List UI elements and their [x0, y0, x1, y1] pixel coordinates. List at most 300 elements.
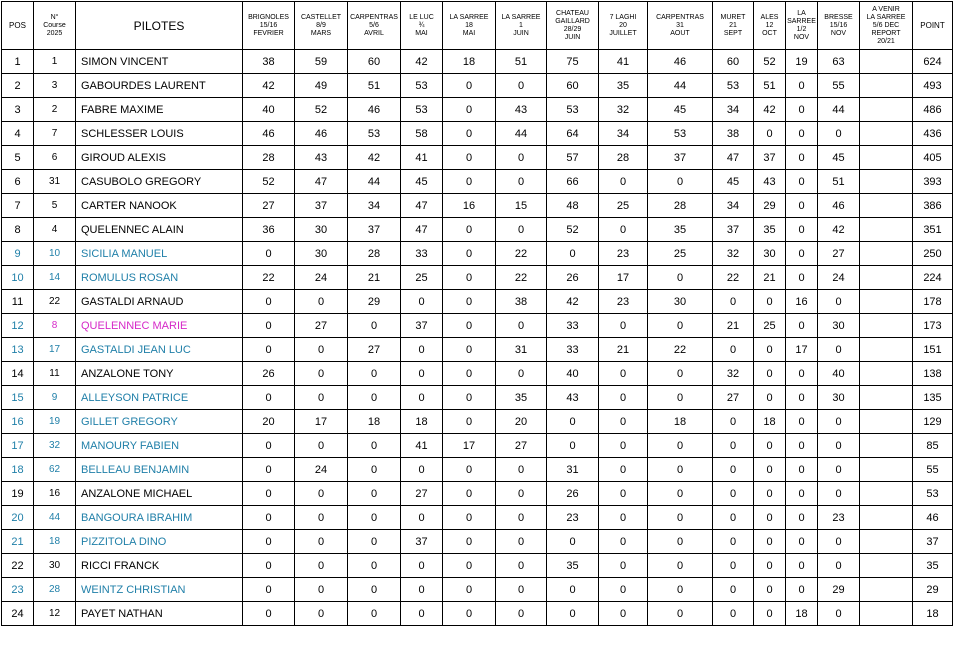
score-cell: 0 [648, 266, 713, 290]
score-cell: 42 [754, 98, 786, 122]
score-cell: 47 [295, 170, 348, 194]
score-cell: 0 [443, 338, 496, 362]
pilot-name-cell: MANOURY FABIEN [76, 434, 243, 458]
header-line: JUIN [564, 33, 581, 41]
score-cell: 44 [648, 74, 713, 98]
pilot-name-cell: BELLEAU BENJAMIN [76, 458, 243, 482]
score-cell: 0 [599, 602, 648, 626]
score-cell: 0 [754, 602, 786, 626]
score-cell [860, 578, 913, 602]
score-cell: 32 [713, 242, 754, 266]
score-cell: 53 [547, 98, 599, 122]
score-cell: 0 [496, 602, 547, 626]
score-cell: 0 [443, 266, 496, 290]
score-cell: 46 [243, 122, 295, 146]
score-cell: 0 [599, 410, 648, 434]
score-cell: 0 [754, 338, 786, 362]
position-cell: 6 [2, 170, 34, 194]
total-points-cell: 224 [913, 266, 953, 290]
total-points-cell: 135 [913, 386, 953, 410]
score-cell: 0 [754, 482, 786, 506]
pilotes-header: PILOTES [76, 2, 243, 50]
score-cell: 51 [818, 170, 860, 194]
score-cell: 0 [786, 98, 818, 122]
race-number-cell: 8 [34, 314, 76, 338]
score-cell: 0 [786, 122, 818, 146]
pilot-name-cell: QUELENNEC ALAIN [76, 218, 243, 242]
score-cell: 57 [547, 146, 599, 170]
race-number-cell: 62 [34, 458, 76, 482]
score-cell: 26 [547, 482, 599, 506]
score-cell: 0 [713, 338, 754, 362]
score-cell: 0 [599, 530, 648, 554]
score-cell [860, 458, 913, 482]
race-number-cell: 5 [34, 194, 76, 218]
race-number-cell: 22 [34, 290, 76, 314]
score-cell: 0 [243, 482, 295, 506]
score-cell: 0 [648, 170, 713, 194]
position-cell: 13 [2, 338, 34, 362]
score-cell: 0 [786, 170, 818, 194]
score-cell [860, 530, 913, 554]
score-cell: 0 [295, 482, 348, 506]
score-cell: 0 [243, 434, 295, 458]
table-row [2, 98, 953, 122]
score-cell: 46 [818, 194, 860, 218]
table-row [2, 458, 953, 482]
score-cell: 30 [648, 290, 713, 314]
score-cell: 0 [401, 458, 443, 482]
header-line: 2025 [46, 29, 63, 37]
score-cell [860, 386, 913, 410]
header-line: AOUT [670, 29, 690, 37]
position-cell: 24 [2, 602, 34, 626]
position-cell: 8 [2, 218, 34, 242]
score-cell: 31 [496, 338, 547, 362]
race-number-cell: 16 [34, 482, 76, 506]
score-cell: 0 [754, 122, 786, 146]
score-cell: 20 [243, 410, 295, 434]
pilot-name-cell: ROMULUS ROSAN [76, 266, 243, 290]
header-line: SARREE [787, 17, 816, 25]
race-number-cell: 32 [34, 434, 76, 458]
score-cell: 43 [496, 98, 547, 122]
header-line: 12 [765, 21, 774, 29]
score-cell: 18 [443, 50, 496, 74]
score-cell: 0 [496, 146, 547, 170]
score-cell: 27 [243, 194, 295, 218]
race-number-cell: 18 [34, 530, 76, 554]
pilot-name-cell: GABOURDES LAURENT [76, 74, 243, 98]
score-cell [860, 506, 913, 530]
score-cell: 0 [243, 314, 295, 338]
score-cell: 16 [786, 290, 818, 314]
score-cell [860, 242, 913, 266]
table-row [2, 410, 953, 434]
score-cell: 25 [599, 194, 648, 218]
score-cell: 17 [599, 266, 648, 290]
score-cell: 22 [496, 242, 547, 266]
pilot-name-cell: ANZALONE MICHAEL [76, 482, 243, 506]
score-cell: 0 [443, 314, 496, 338]
table-row [2, 194, 953, 218]
score-cell: 0 [295, 506, 348, 530]
score-cell: 0 [443, 506, 496, 530]
position-cell: 21 [2, 530, 34, 554]
header-line: MARS [310, 29, 332, 37]
score-cell: 0 [786, 482, 818, 506]
score-cell: 0 [401, 602, 443, 626]
pilot-name-cell: SCHLESSER LOUIS [76, 122, 243, 146]
score-cell: 46 [648, 50, 713, 74]
table-row [2, 146, 953, 170]
score-cell: 0 [754, 554, 786, 578]
standings-body [2, 50, 953, 626]
position-cell: 1 [2, 50, 34, 74]
score-cell: 0 [754, 530, 786, 554]
score-cell: 51 [348, 74, 401, 98]
race-number-cell: 9 [34, 386, 76, 410]
score-cell: 0 [496, 74, 547, 98]
pilot-name-cell: SIMON VINCENT [76, 50, 243, 74]
score-cell: 27 [401, 482, 443, 506]
total-points-cell: 173 [913, 314, 953, 338]
position-cell: 2 [2, 74, 34, 98]
score-cell: 0 [754, 458, 786, 482]
position-cell: 9 [2, 242, 34, 266]
race-number-cell: 6 [34, 146, 76, 170]
race-header [243, 2, 295, 50]
score-cell: 0 [496, 314, 547, 338]
score-cell: 0 [443, 602, 496, 626]
score-cell: 0 [443, 554, 496, 578]
score-cell: 0 [348, 578, 401, 602]
score-cell: 40 [547, 362, 599, 386]
score-cell: 0 [648, 482, 713, 506]
score-cell: 0 [786, 194, 818, 218]
race-number-cell: 14 [34, 266, 76, 290]
score-cell: 0 [243, 458, 295, 482]
score-cell: 30 [818, 314, 860, 338]
total-points-cell: 46 [913, 506, 953, 530]
pilot-name-cell: GILLET GREGORY [76, 410, 243, 434]
score-cell [860, 194, 913, 218]
score-cell: 31 [547, 458, 599, 482]
pilot-name-cell: GIROUD ALEXIS [76, 146, 243, 170]
pilot-name-cell: ANZALONE TONY [76, 362, 243, 386]
position-cell: 5 [2, 146, 34, 170]
pilot-name-cell: CARTER NANOOK [76, 194, 243, 218]
race-number-cell: 2 [34, 98, 76, 122]
score-cell: 18 [754, 410, 786, 434]
score-cell: 19 [786, 50, 818, 74]
score-cell: 0 [818, 530, 860, 554]
score-cell [860, 146, 913, 170]
header-line: CASTELLET [300, 13, 342, 21]
header-line: LA [797, 9, 806, 17]
race-number-cell: 3 [34, 74, 76, 98]
race-number-cell: 28 [34, 578, 76, 602]
score-cell: 22 [496, 266, 547, 290]
pilot-name-cell: CASUBOLO GREGORY [76, 170, 243, 194]
position-cell: 17 [2, 434, 34, 458]
pos-header: POS [2, 2, 34, 50]
table-row [2, 386, 953, 410]
score-cell: 0 [713, 290, 754, 314]
score-cell: 29 [818, 578, 860, 602]
score-cell: 0 [348, 314, 401, 338]
score-cell: 0 [443, 170, 496, 194]
race-number-cell: 17 [34, 338, 76, 362]
num-header [34, 2, 76, 50]
score-cell: 30 [818, 386, 860, 410]
score-cell: 0 [599, 506, 648, 530]
score-cell: 60 [713, 50, 754, 74]
total-points-cell: 250 [913, 242, 953, 266]
race-header [860, 2, 913, 50]
header-line: REPORT [871, 29, 901, 37]
score-cell: 0 [786, 266, 818, 290]
score-cell: 37 [348, 218, 401, 242]
header-line: 7 LAGHI [609, 13, 637, 21]
score-cell: 37 [754, 146, 786, 170]
score-cell: 21 [713, 314, 754, 338]
score-cell: 0 [348, 530, 401, 554]
total-points-cell: 138 [913, 362, 953, 386]
score-cell: 42 [243, 74, 295, 98]
score-cell: 51 [496, 50, 547, 74]
score-cell: 0 [295, 554, 348, 578]
header-line: OCT [762, 29, 777, 37]
header-line: 28/29 [563, 25, 582, 33]
score-cell: 23 [547, 506, 599, 530]
race-number-cell: 4 [34, 218, 76, 242]
header-line: ¾ [418, 21, 425, 29]
score-cell: 17 [786, 338, 818, 362]
score-cell: 47 [713, 146, 754, 170]
position-cell: 16 [2, 410, 34, 434]
score-cell: 0 [648, 506, 713, 530]
total-points-cell: 351 [913, 218, 953, 242]
score-cell [860, 170, 913, 194]
score-cell: 0 [243, 386, 295, 410]
score-cell: 0 [443, 122, 496, 146]
score-cell: 63 [818, 50, 860, 74]
score-cell: 0 [713, 434, 754, 458]
pilot-name-cell: WEINTZ CHRISTIAN [76, 578, 243, 602]
pilot-name-cell: PAYET NATHAN [76, 602, 243, 626]
score-cell: 24 [295, 458, 348, 482]
score-cell: 32 [599, 98, 648, 122]
score-cell: 18 [348, 410, 401, 434]
score-cell: 17 [295, 410, 348, 434]
score-cell: 17 [443, 434, 496, 458]
pilot-name-cell: PIZZITOLA DINO [76, 530, 243, 554]
score-cell: 0 [648, 554, 713, 578]
score-cell: 0 [713, 482, 754, 506]
score-cell: 0 [713, 530, 754, 554]
score-cell: 0 [295, 434, 348, 458]
score-cell: 27 [713, 386, 754, 410]
total-points-cell: 35 [913, 554, 953, 578]
score-cell: 42 [348, 146, 401, 170]
header-line: MAI [462, 29, 476, 37]
score-cell: 44 [348, 170, 401, 194]
race-header [443, 2, 496, 50]
score-cell: 0 [348, 602, 401, 626]
score-cell: 30 [295, 242, 348, 266]
score-cell: 29 [348, 290, 401, 314]
score-cell [860, 554, 913, 578]
score-cell: 28 [599, 146, 648, 170]
score-cell: 0 [295, 530, 348, 554]
table-row [2, 602, 953, 626]
header-line: BRESSE [824, 13, 853, 21]
score-cell: 0 [243, 338, 295, 362]
race-header [295, 2, 348, 50]
score-cell: 0 [786, 530, 818, 554]
table-row [2, 74, 953, 98]
score-cell: 0 [786, 74, 818, 98]
score-cell: 25 [754, 314, 786, 338]
score-cell: 43 [547, 386, 599, 410]
score-cell: 0 [348, 434, 401, 458]
table-row [2, 482, 953, 506]
score-cell: 0 [443, 482, 496, 506]
score-cell: 0 [443, 386, 496, 410]
score-cell: 28 [648, 194, 713, 218]
score-cell: 0 [443, 242, 496, 266]
total-points-cell: 85 [913, 434, 953, 458]
score-cell: 0 [443, 74, 496, 98]
score-cell: 0 [713, 410, 754, 434]
score-cell: 0 [786, 314, 818, 338]
score-cell: 27 [348, 338, 401, 362]
pilot-name-cell: BANGOURA IBRAHIM [76, 506, 243, 530]
score-cell: 0 [818, 434, 860, 458]
score-cell: 45 [818, 146, 860, 170]
score-cell: 25 [648, 242, 713, 266]
score-cell: 21 [599, 338, 648, 362]
score-cell: 0 [401, 578, 443, 602]
score-cell: 0 [818, 338, 860, 362]
score-cell: 0 [496, 530, 547, 554]
score-cell: 33 [547, 338, 599, 362]
score-cell: 37 [401, 530, 443, 554]
score-cell: 21 [754, 266, 786, 290]
score-cell: 0 [443, 458, 496, 482]
total-points-cell: 393 [913, 170, 953, 194]
header-line: 5/6 [369, 21, 379, 29]
race-header [547, 2, 599, 50]
score-cell: 0 [754, 506, 786, 530]
race-number-cell: 31 [34, 170, 76, 194]
score-cell: 0 [443, 578, 496, 602]
score-cell: 0 [348, 458, 401, 482]
score-cell: 0 [713, 458, 754, 482]
position-cell: 15 [2, 386, 34, 410]
score-cell: 0 [786, 506, 818, 530]
score-cell: 16 [443, 194, 496, 218]
score-cell: 64 [547, 122, 599, 146]
total-points-cell: 493 [913, 74, 953, 98]
score-cell: 18 [401, 410, 443, 434]
score-cell: 75 [547, 50, 599, 74]
race-header [648, 2, 713, 50]
score-cell: 0 [401, 554, 443, 578]
score-cell: 47 [401, 218, 443, 242]
header-line: CARPENTRAS [656, 13, 704, 21]
score-cell: 0 [599, 314, 648, 338]
score-cell [860, 602, 913, 626]
table-row [2, 338, 953, 362]
score-cell: 0 [401, 362, 443, 386]
score-cell: 0 [648, 314, 713, 338]
score-cell: 0 [786, 458, 818, 482]
header-row [2, 2, 953, 50]
position-cell: 10 [2, 266, 34, 290]
score-cell [860, 434, 913, 458]
table-row [2, 554, 953, 578]
score-cell: 0 [295, 362, 348, 386]
score-cell: 41 [401, 434, 443, 458]
score-cell: 0 [648, 602, 713, 626]
header-line: 20 [619, 21, 627, 29]
table-row [2, 530, 953, 554]
score-cell: 26 [547, 266, 599, 290]
score-cell: 0 [443, 218, 496, 242]
score-cell [860, 410, 913, 434]
score-cell: 0 [786, 362, 818, 386]
score-cell: 0 [496, 458, 547, 482]
header-line: CARPENTRAS [350, 13, 398, 21]
table-row [2, 362, 953, 386]
score-cell: 42 [818, 218, 860, 242]
score-cell: 0 [786, 554, 818, 578]
score-cell: 49 [295, 74, 348, 98]
total-points-cell: 486 [913, 98, 953, 122]
score-cell: 0 [786, 146, 818, 170]
race-header [713, 2, 754, 50]
race-number-cell: 30 [34, 554, 76, 578]
total-points-cell: 436 [913, 122, 953, 146]
score-cell: 35 [754, 218, 786, 242]
score-cell: 0 [713, 506, 754, 530]
score-cell: 0 [295, 338, 348, 362]
score-cell: 59 [295, 50, 348, 74]
score-cell: 23 [599, 290, 648, 314]
score-cell: 23 [818, 506, 860, 530]
header-line: FEVRIER [253, 29, 284, 37]
header-line: AVRIL [364, 29, 384, 37]
score-cell [860, 50, 913, 74]
score-cell: 42 [401, 50, 443, 74]
score-cell: 0 [348, 554, 401, 578]
score-cell: 37 [648, 146, 713, 170]
table-row [2, 314, 953, 338]
position-cell: 12 [2, 314, 34, 338]
table-row [2, 266, 953, 290]
score-cell [860, 290, 913, 314]
score-cell: 0 [295, 602, 348, 626]
table-row [2, 242, 953, 266]
score-cell: 43 [754, 170, 786, 194]
score-cell: 0 [547, 242, 599, 266]
score-cell: 48 [547, 194, 599, 218]
pilot-name-cell: GASTALDI JEAN LUC [76, 338, 243, 362]
score-cell: 0 [754, 290, 786, 314]
header-line: BRIGNOLES [248, 13, 289, 21]
